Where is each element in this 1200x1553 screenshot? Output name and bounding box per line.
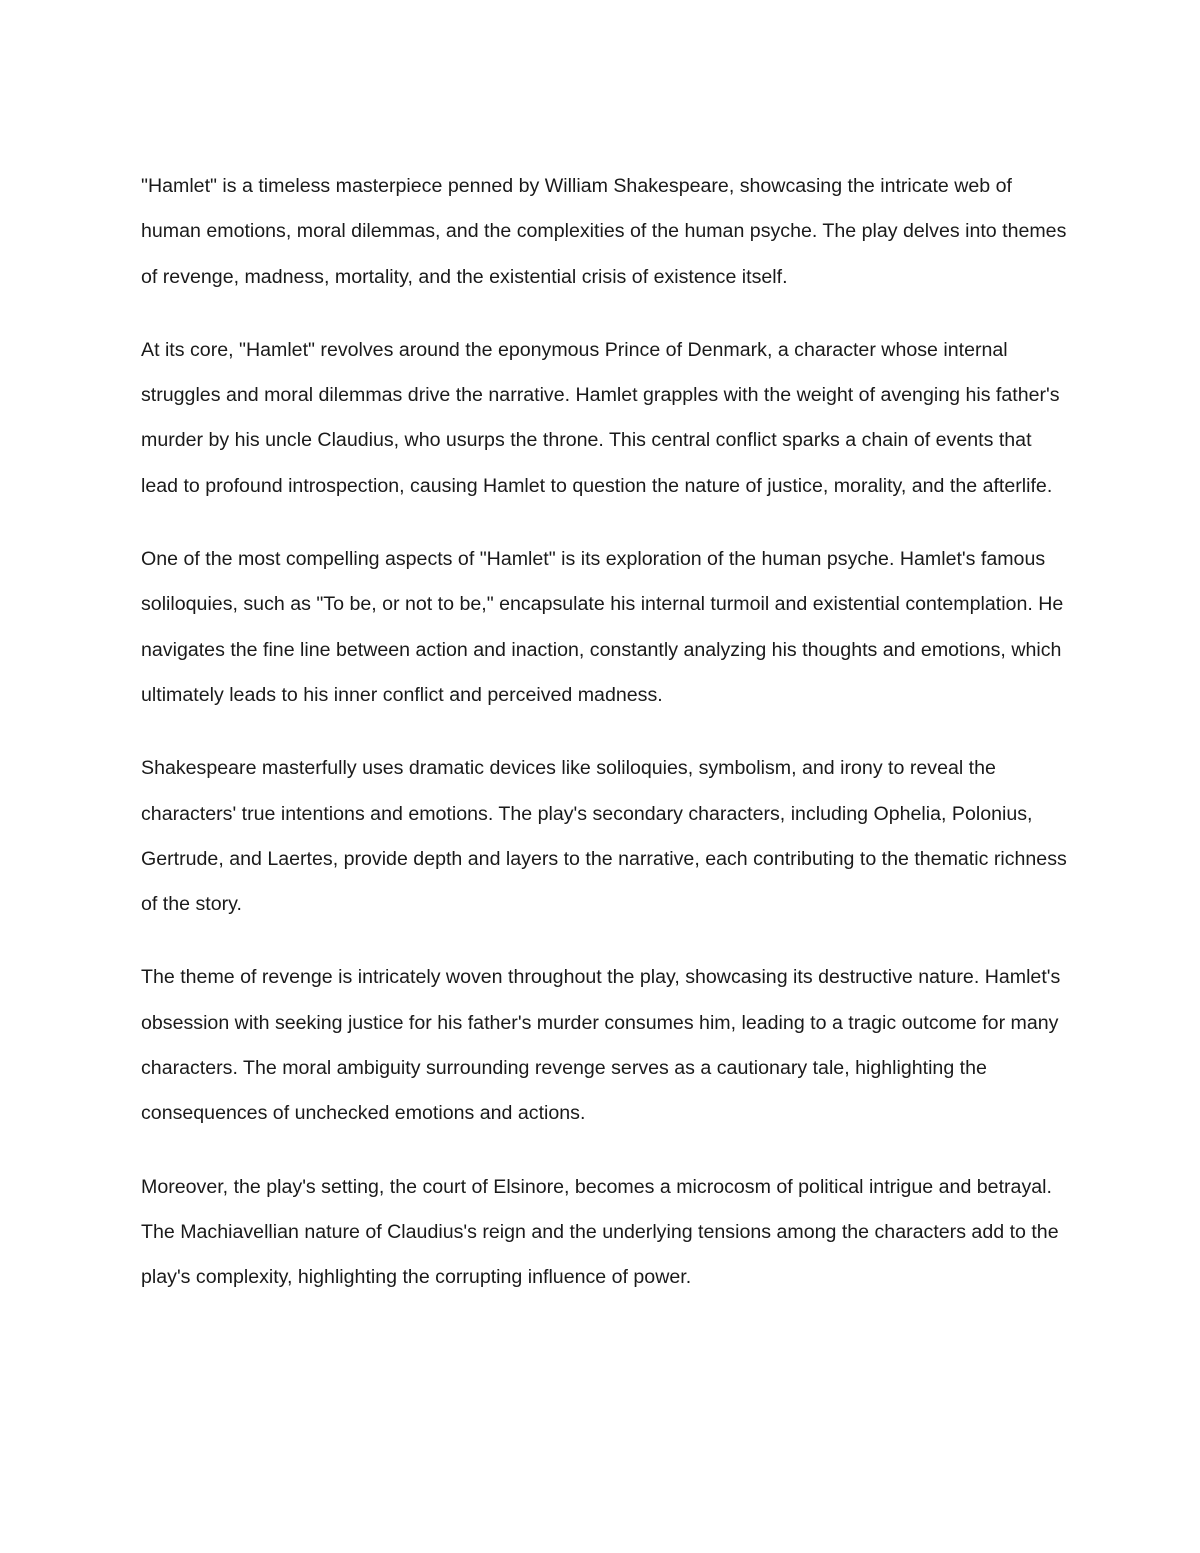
paragraph-devices: Shakespeare masterfully uses dramatic devices like soliloquies, symbolism, and irony to reveal the characters' true intentions and emotions. The play's secondary characters, including Ophelia, Polonius, Gertrude, and Laertes, provide depth and layers to the narrative, each contributing to the thematic richness of the story. [141,757,1067,916]
paragraph-core: At its core, "Hamlet" revolves around the eponymous Prince of Denmark, a character whose internal struggles and moral dilemmas drive the narrative. Hamlet grapples with the weight of avenging his father's murder by his uncle Claudius, who usurps the throne. This central conflict sparks a chain of events that lead to profound introspection, causing Hamlet to question the nature of justice, morality, and the afterlife. [141,338,1060,497]
paragraph-psyche: One of the most compelling aspects of "Hamlet" is its exploration of the human psyche. Hamlet's famous soliloquies, such as "To be, or not to be," encapsulate his internal turmoil and existential contemplation. He navigates the fine line between action and inaction, constantly analyzing his thoughts and emotions, which ultimately leads to his inner conflict and perceived madness. [141,548,1064,706]
paragraph-revenge: The theme of revenge is intricately woven throughout the play, showcasing its destructive nature. Hamlet's obsession with seeking justice for his father's murder consumes him, leading to a tragic outcome for many characters. The moral ambiguity surrounding revenge serves as a cautionary tale, highlighting the consequences of unchecked emotions and actions. [141,966,1061,1125]
paragraph-setting: Moreover, the play's setting, the court of Elsinore, becomes a microcosm of political intrigue and betrayal. The Machiavellian nature of Claudius's reign and the underlying tensions among the characters add to the play's complexity, highlighting the corrupting influence of power. [141,1175,1059,1289]
document-body [141,164,1071,1329]
paragraph-intro: "Hamlet" is a timeless masterpiece penned by William Shakespeare, showcasing the intricate web of human emotions, moral dilemmas, and the complexities of the human psyche. The play delves into themes of revenge, madness, mortality, and the existential crisis of existence itself. [141,175,1067,288]
